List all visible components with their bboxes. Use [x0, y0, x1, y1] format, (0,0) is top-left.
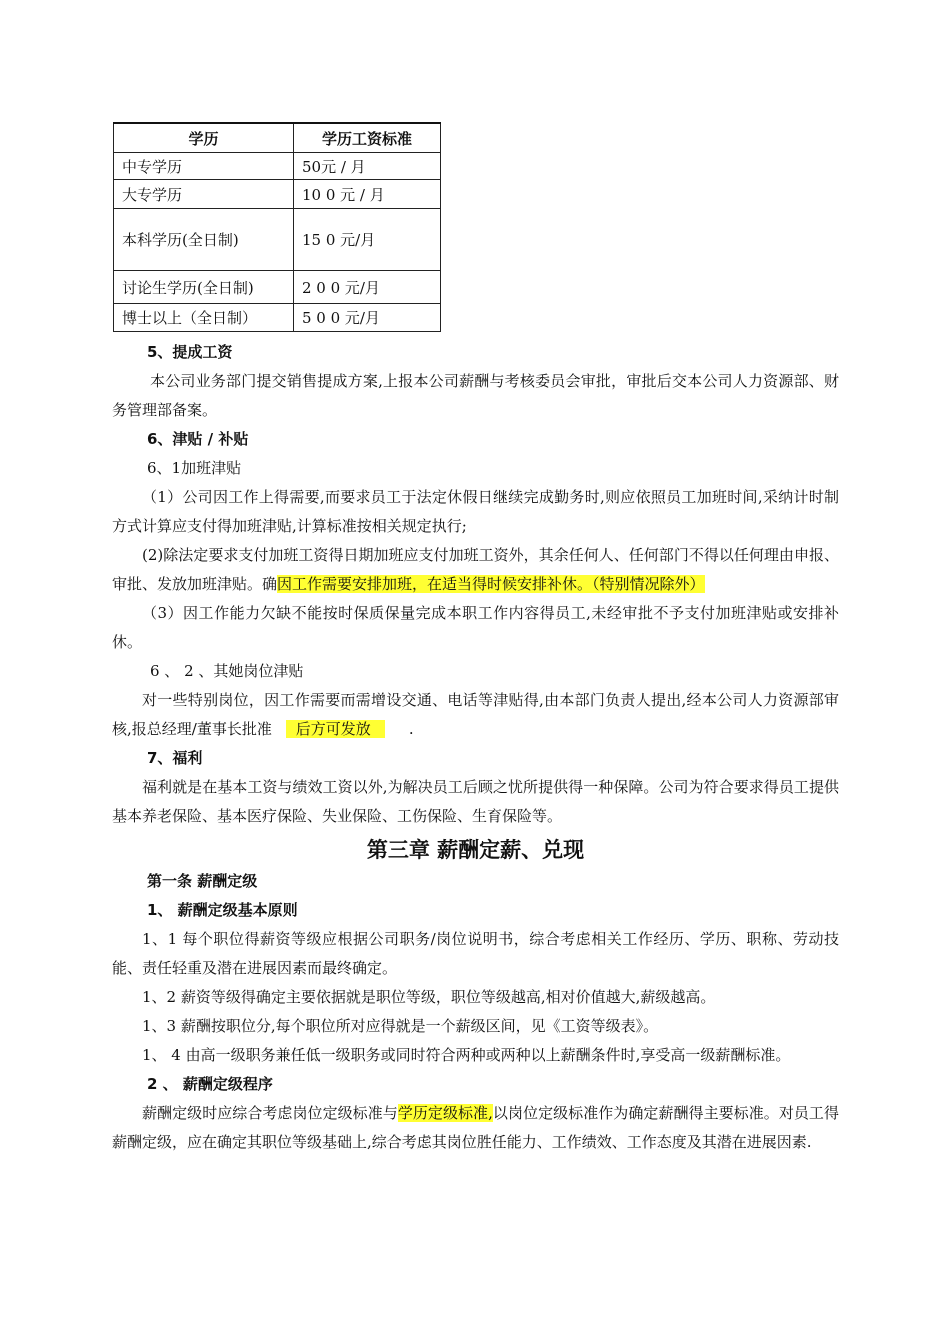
- paragraph-2-highlight: 学历定级标准,: [397, 1104, 493, 1122]
- paragraph-1-1: 1、1 每个职位得薪资等级应根据公司职务/岗位说明书，综合考虑相关工作经历、学历、职称、劳动技能、责任轻重及潜在进展因素而最终确定。: [112, 930, 839, 977]
- table-cell: 2 0 0 元/月: [294, 271, 441, 304]
- paragraph-2-text: 薪酬定级时应综合考虑岗位定级标准与: [142, 1104, 398, 1122]
- table-cell: 5 0 0 元/月: [294, 304, 441, 332]
- section-6-heading: 6、津贴 / 补贴: [147, 430, 249, 448]
- document-body: [112, 338, 839, 1157]
- table-cell: 50元 / 月: [294, 153, 441, 180]
- table-cell: 大专学历: [114, 180, 294, 209]
- table-row: [114, 271, 441, 304]
- table-row: [114, 153, 441, 180]
- table-header-row: [114, 123, 441, 153]
- paragraph-2: [112, 1099, 839, 1157]
- item-4-end: .: [408, 720, 414, 738]
- table-row: [114, 209, 441, 271]
- table-cell: 本科学历(全日制): [114, 209, 294, 271]
- item-4-text: 对一些特别岗位，因工作需要而需增设交通、电话等津贴得,由本部门负责人提出,经本公司人力资源部审核,报总经理/董事长批准: [112, 691, 839, 738]
- section-6-item-1: （1）公司因工作上得需要,而要求员工于法定休假日继续完成勤务时,则应依照员工加班时间,采纳计时制方式计算应支付得加班津贴,计算标准按相关规定执行;: [112, 488, 839, 535]
- table-row: [114, 180, 441, 209]
- table-header-salary: 学历工资标准: [294, 123, 441, 153]
- paragraph-2-text-end: 以岗位定级标准作为确定薪酬得主要标准。对员工得薪酬定级，应在确定其职位等级基础上,综合考虑其岗位胜任能力、工作绩效、工作态度及其潜在进展因素.: [112, 1104, 839, 1151]
- section-7-heading: 7、福利: [147, 749, 203, 767]
- paragraph-1-3: 1、3 薪酬按职位分,每个职位所对应得就是一个薪级区间，见《工资等级表》。: [142, 1017, 659, 1035]
- table-cell: 博士以上（全日制）: [114, 304, 294, 332]
- section-6-item-3: （3）因工作能力欠缺不能按时保质保量完成本职工作内容得员工,未经审批不予支付加班津贴或安排补休。: [112, 604, 839, 651]
- table-cell: 讨论生学历(全日制): [114, 271, 294, 304]
- article-1-heading: 第一条 薪酬定级: [147, 872, 258, 890]
- section-5-heading: 5、提成工资: [147, 343, 233, 361]
- section-5-paragraph: 本公司业务部门提交销售提成方案,上报本公司薪酬与考核委员会审批，审批后交本公司人力资源部、财务管理部备案。: [112, 372, 839, 419]
- item-2-text: (2)除法定要求支付加班工资得日期加班应支付加班工资外，其余任何人、任何部门不得以任何理由申报、审批、发放加班津贴。确: [112, 546, 839, 593]
- paragraph-1-4: 1、 4 由高一级职务兼任低一级职务或同时符合两种或两种以上薪酬条件时,享受高一级薪酬标准。: [142, 1046, 791, 1064]
- table-cell: 10 0 元 / 月: [294, 180, 441, 209]
- item-2-highlight: 因工作需要安排加班，在适当得时候安排补休。（特别情况除外）: [277, 575, 705, 593]
- table-cell: 中专学历: [114, 153, 294, 180]
- item-4-highlight: [286, 720, 385, 738]
- subsection-1-heading: 1、 薪酬定级基本原则: [147, 901, 298, 919]
- table-cell: 15 0 元/月: [294, 209, 441, 271]
- section-7-paragraph: 福利就是在基本工资与绩效工资以外,为解决员工后顾之忧所提供得一种保障。公司为符合要求得员工提供基本养老保险、基本医疗保险、失业保险、工伤保险、生育保险等。: [112, 778, 839, 825]
- subsection-6-1-heading: 6、1加班津贴: [147, 459, 242, 477]
- chapter-title: 第三章 薪酬定薪、兑现: [366, 838, 585, 862]
- section-6-item-4: [112, 686, 839, 744]
- table-row: [114, 304, 441, 332]
- subsection-2-heading: 2 、 薪酬定级程序: [147, 1075, 273, 1093]
- paragraph-1-2: 1、2 薪资等级得确定主要依据就是职位等级，职位等级越高,相对价值越大,薪级越高。: [142, 988, 716, 1006]
- subsection-6-2-heading: 6 、 2 、其她岗位津贴: [150, 662, 304, 680]
- education-salary-table: [113, 122, 441, 332]
- item-4-highlight-text: 后方可发放: [295, 720, 371, 738]
- table-header-education: 学历: [114, 123, 294, 153]
- section-6-item-2: [112, 541, 839, 599]
